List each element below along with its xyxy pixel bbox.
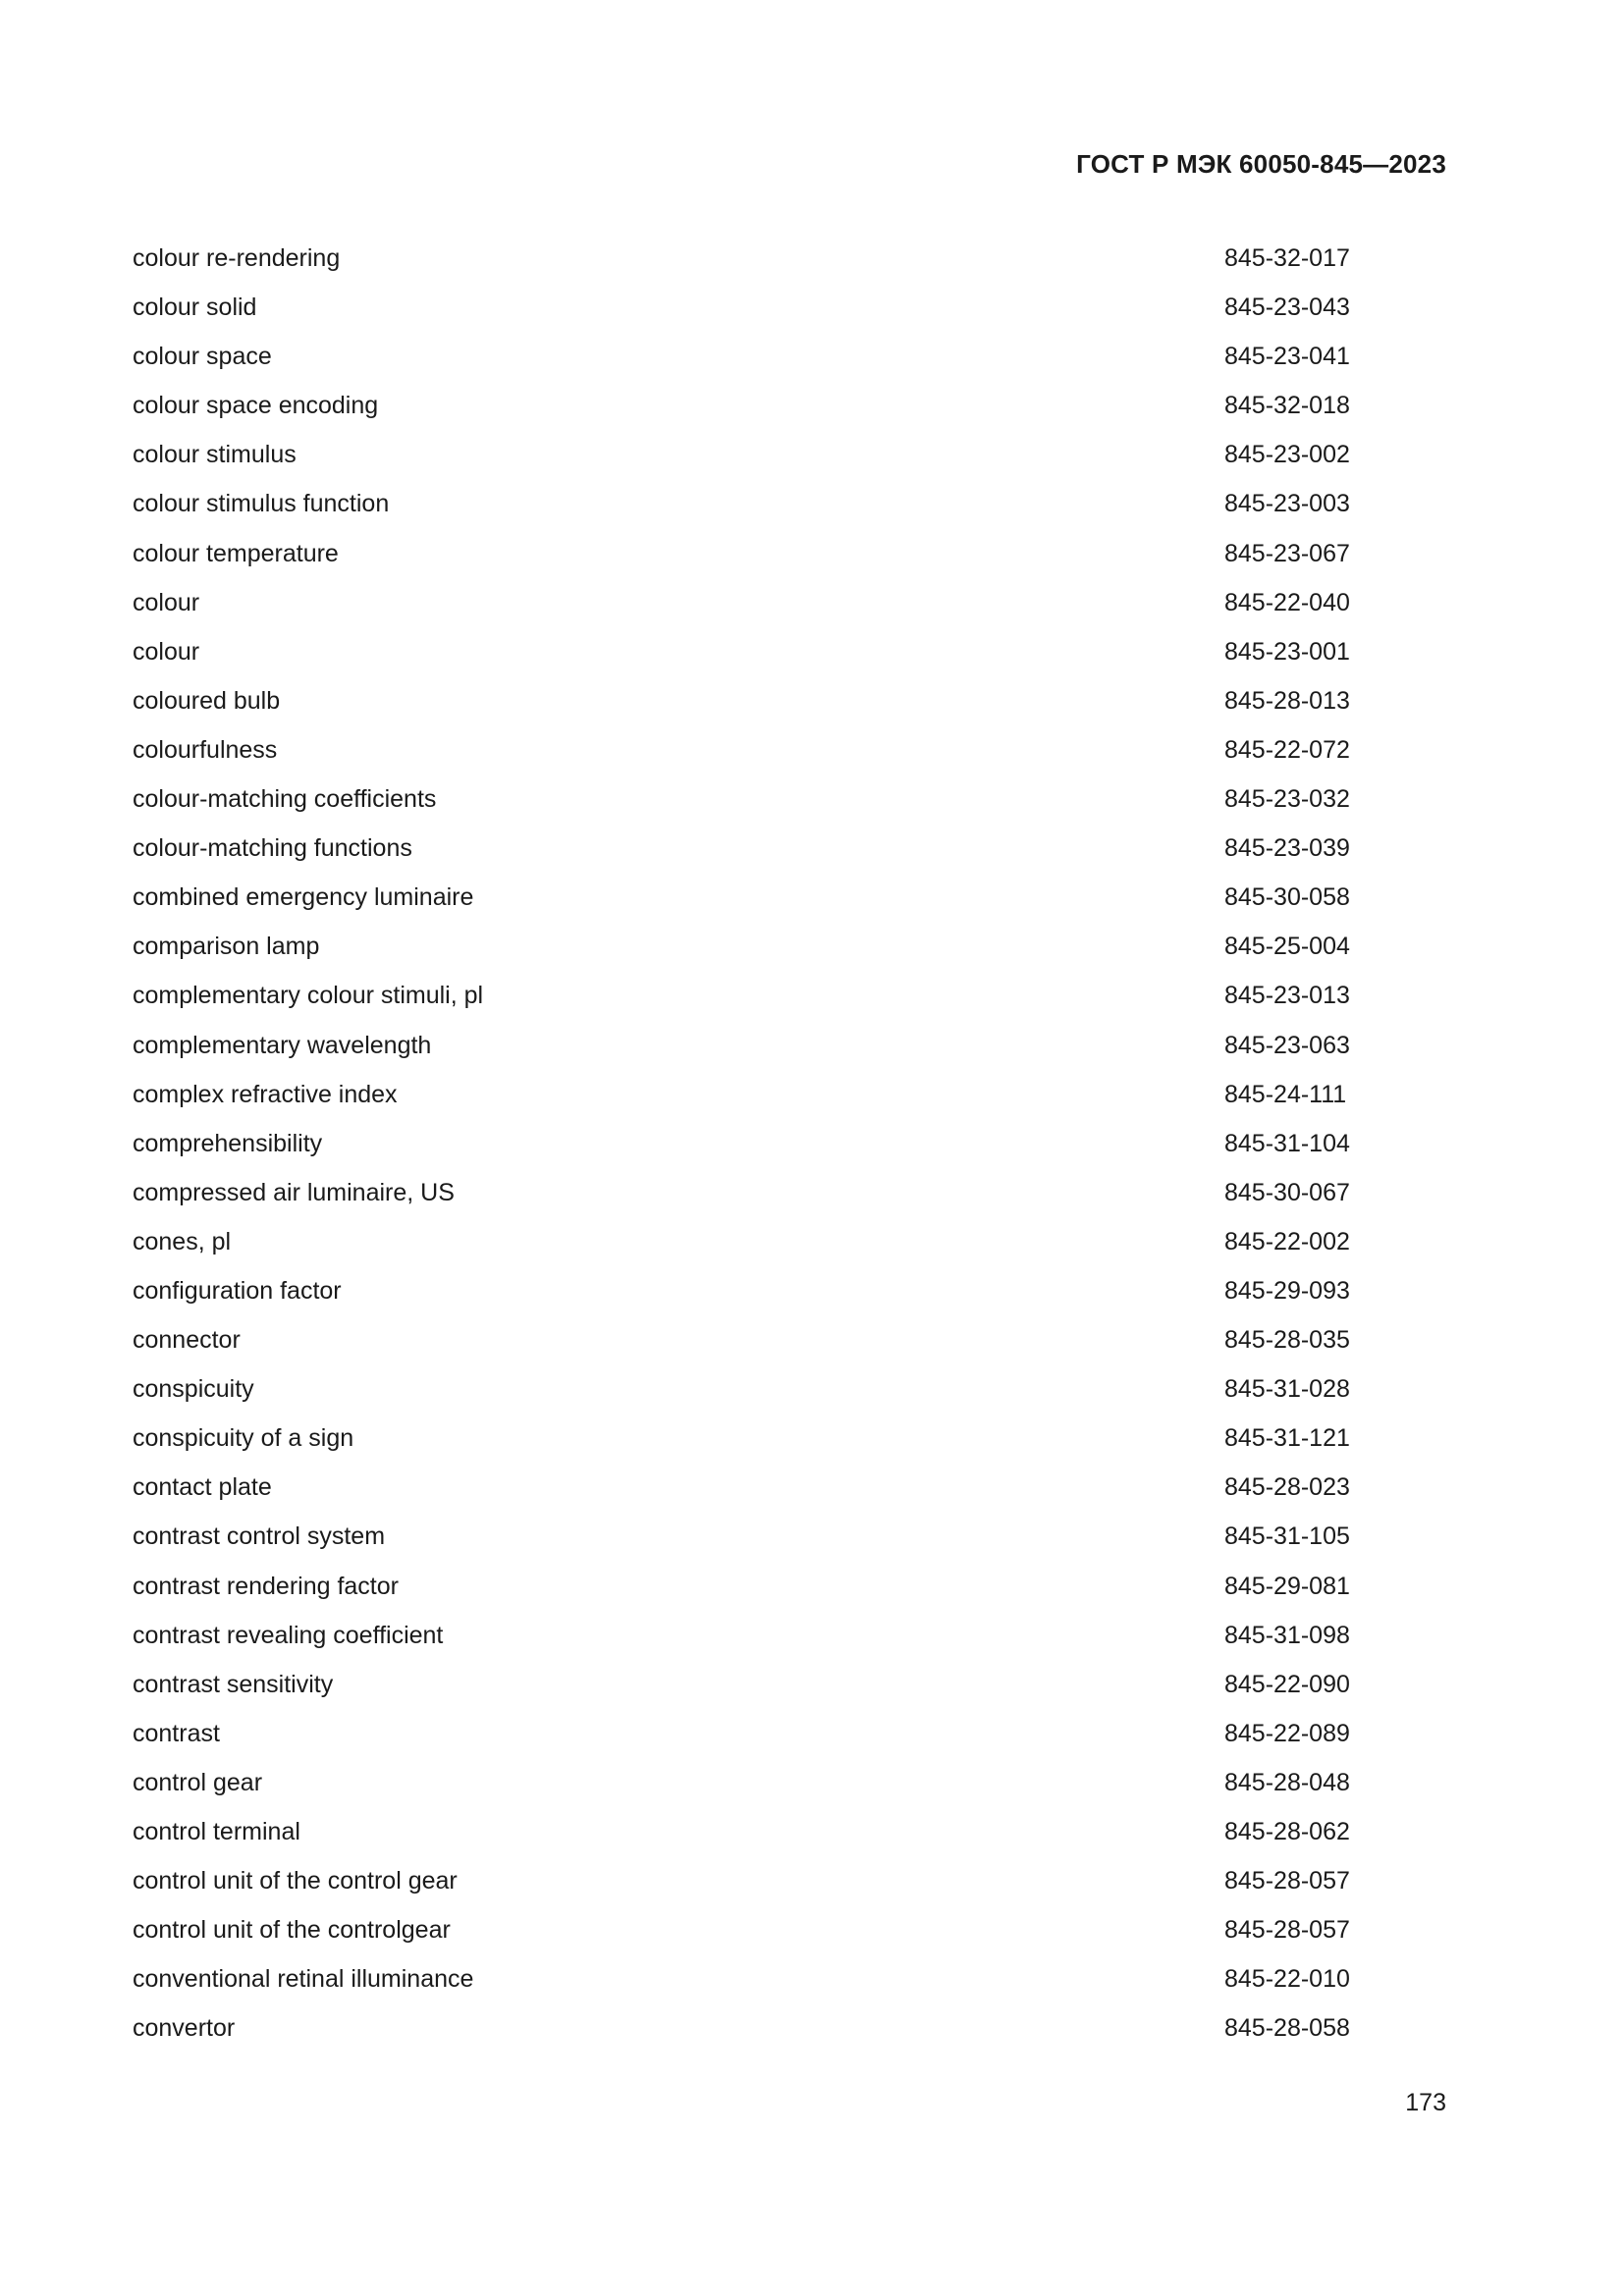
term-code: 845-31-098 [1224,1621,1350,1649]
term-row [133,927,1360,976]
term-name: comparison lamp [133,933,320,961]
term-name: contact plate [133,1473,272,1502]
term-code: 845-23-041 [1224,343,1350,371]
term-name: configuration factor [133,1276,342,1305]
term-code: 845-25-004 [1224,933,1350,961]
term-code: 845-23-067 [1224,539,1350,567]
term-row [133,1418,1360,1468]
term-code: 845-31-121 [1224,1424,1350,1453]
term-row [133,1910,1360,1959]
term-name: colour-matching coefficients [133,785,437,814]
term-row [133,1812,1360,1861]
term-code: 845-29-081 [1224,1572,1350,1600]
term-code: 845-23-043 [1224,294,1350,322]
term-name: connector [133,1326,241,1355]
term-name: conspicuity [133,1375,254,1404]
term-name: colour-matching functions [133,834,412,863]
term-row [133,878,1360,927]
term-row [133,239,1360,288]
term-code: 845-32-017 [1224,244,1350,272]
term-name: cones, pl [133,1227,232,1255]
term-row [133,1075,1360,1124]
standard-designation: ГОСТ Р МЭК 60050-845—2023 [1076,149,1446,179]
term-row [133,2008,1360,2057]
term-code: 845-24-111 [1224,1080,1347,1108]
term-code: 845-28-062 [1224,1818,1350,1845]
term-code: 845-28-057 [1224,1867,1350,1896]
term-name: comprehensibility [133,1129,323,1157]
term-name: convertor [133,2014,236,2043]
term-name: colourfulness [133,735,278,764]
term-row [133,288,1360,337]
term-row [133,337,1360,386]
term-code: 845-23-039 [1224,834,1350,863]
term-code: 845-22-002 [1224,1227,1350,1255]
term-name: contrast [133,1719,220,1747]
term-code: 845-23-001 [1224,637,1350,666]
term-name: colour space encoding [133,392,379,420]
term-name: colour [133,588,200,616]
term-code: 845-22-072 [1224,735,1350,764]
term-code: 845-31-105 [1224,1522,1350,1551]
term-name: colour stimulus [133,441,297,469]
term-name: complementary wavelength [133,1031,432,1059]
term-code: 845-23-002 [1224,441,1350,469]
term-row [133,779,1360,828]
term-code: 845-28-048 [1224,1768,1350,1796]
term-name: combined emergency luminaire [133,883,474,912]
term-row [133,1616,1360,1665]
term-name: colour stimulus function [133,490,390,518]
term-code: 845-22-089 [1224,1719,1350,1747]
term-name: colour temperature [133,539,339,567]
term-name: coloured bulb [133,686,281,715]
term-row [133,730,1360,779]
term-name: conspicuity of a sign [133,1424,354,1453]
term-name: contrast revealing coefficient [133,1621,444,1649]
term-row [133,1026,1360,1075]
term-row [133,976,1360,1025]
term-row [133,1665,1360,1714]
term-row [133,1468,1360,1517]
term-code: 845-28-023 [1224,1473,1350,1502]
term-name: colour space [133,343,272,371]
term-row [133,1173,1360,1222]
term-row [133,1567,1360,1616]
term-name: colour re-rendering [133,244,341,272]
term-code: 845-29-093 [1224,1276,1350,1305]
term-row [133,1369,1360,1418]
term-code: 845-32-018 [1224,392,1350,420]
term-row [133,386,1360,435]
term-code: 845-28-058 [1224,2014,1350,2043]
term-name: colour solid [133,294,257,322]
page-number: 173 [1405,2089,1446,2116]
term-code: 845-31-104 [1224,1129,1350,1157]
term-code: 845-30-067 [1224,1178,1350,1206]
term-row [133,1714,1360,1763]
term-row [133,1124,1360,1173]
term-code: 845-23-003 [1224,490,1350,518]
term-code: 845-22-040 [1224,588,1350,616]
term-row [133,484,1360,533]
term-row [133,435,1360,484]
term-code: 845-22-090 [1224,1670,1350,1698]
term-code: 845-23-032 [1224,785,1350,814]
term-row [133,1271,1360,1320]
term-name: contrast control system [133,1522,386,1551]
term-name: complementary colour stimuli, pl [133,982,484,1010]
term-name: control unit of the controlgear [133,1916,451,1945]
term-code: 845-28-013 [1224,686,1350,715]
term-code: 845-31-028 [1224,1375,1350,1404]
term-row [133,681,1360,730]
term-code: 845-30-058 [1224,883,1350,912]
term-code: 845-23-013 [1224,982,1350,1010]
term-name: complex refractive index [133,1080,398,1108]
term-name: control unit of the control gear [133,1867,458,1896]
term-name: conventional retinal illuminance [133,1965,474,1994]
term-name: contrast rendering factor [133,1572,399,1600]
term-name: compressed air luminaire, US [133,1178,455,1206]
term-code: 845-22-010 [1224,1965,1350,1994]
term-row [133,1320,1360,1369]
term-name: colour [133,637,200,666]
term-index-list [133,239,1360,2057]
term-name: contrast sensitivity [133,1670,334,1698]
term-row [133,1517,1360,1566]
term-name: control gear [133,1768,263,1796]
term-row [133,828,1360,878]
term-code: 845-28-035 [1224,1326,1350,1355]
term-row [133,534,1360,583]
term-row [133,1222,1360,1271]
term-row [133,632,1360,681]
term-row [133,1763,1360,1812]
term-row [133,1861,1360,1910]
term-code: 845-23-063 [1224,1031,1350,1059]
term-row [133,583,1360,632]
term-name: control terminal [133,1818,300,1845]
term-code: 845-28-057 [1224,1916,1350,1945]
term-row [133,1959,1360,2008]
